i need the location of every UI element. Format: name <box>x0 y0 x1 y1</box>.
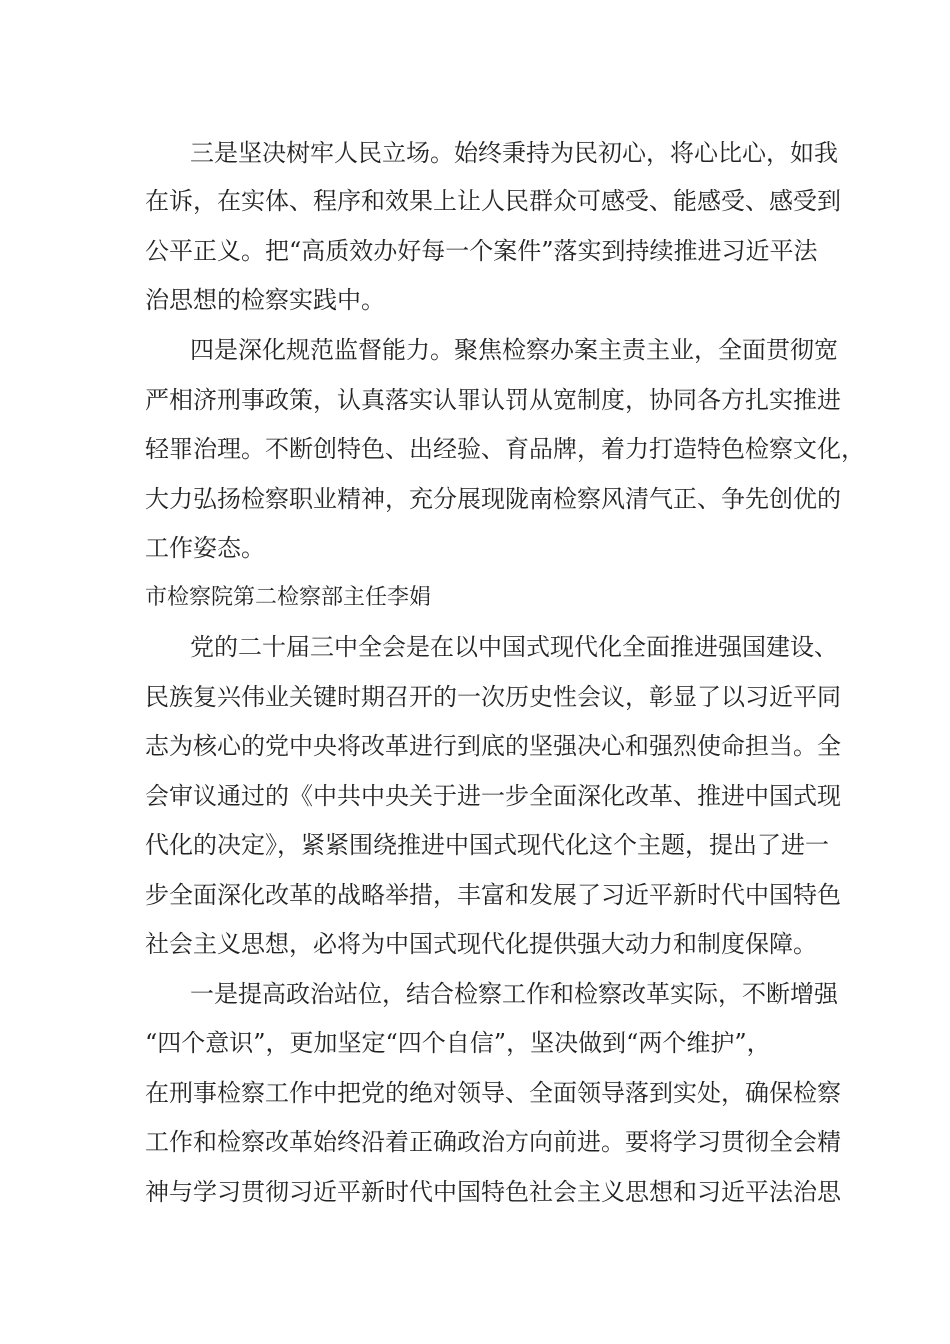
text-line: 工作和检察改革始终沿着正确政治方向前进。要将学习贯彻全会精 <box>145 1128 841 1156</box>
text-line: 三是坚决树牢人民立场。始终秉持为民初心，将心比心，如我 <box>190 139 838 167</box>
text-line: 步全面深化改革的战略举措，丰富和发展了习近平新时代中国特色 <box>145 881 841 909</box>
text-line: 社会主义思想，必将为中国式现代化提供强大动力和制度保障。 <box>145 930 817 958</box>
text-line: 会审议通过的《中共中央关于进一步全面深化改革、推进中国式现 <box>145 782 841 810</box>
text-line: 轻罪治理。不断创特色、出经验、育品牌，着力打造特色检察文化， <box>145 435 865 463</box>
text-line: “四个意识”，更加坚定“四个自信”，坚决做到“两个维护”， <box>145 1029 771 1057</box>
text-line: 在诉，在实体、程序和效果上让人民群众可感受、能感受、感受到 <box>145 187 841 215</box>
text-line: 志为核心的党中央将改革进行到底的坚强决心和强烈使命担当。全 <box>145 732 841 760</box>
text-line: 在刑事检察工作中把党的绝对领导、全面领导落到实处，确保检察 <box>145 1079 841 1107</box>
section-heading: 市检察院第二检察部主任李娟 <box>145 585 432 610</box>
text-line: 代化的决定》，紧紧围绕推进中国式现代化这个主题，提出了进一 <box>145 831 829 859</box>
text-line: 公平正义。把“高质效办好每一个案件”落实到持续推进习近平法 <box>145 237 818 265</box>
text-line: 大力弘扬检察职业精神，充分展现陇南检察风清气正、争先创优的 <box>145 485 841 513</box>
text-line: 工作姿态。 <box>145 534 265 562</box>
text-line: 严相济刑事政策，认真落实认罪认罚从宽制度，协同各方扎实推进 <box>145 386 841 414</box>
text-line: 四是深化规范监督能力。聚焦检察办案主责主业，全面贯彻宽 <box>190 336 838 364</box>
text-line: 神与学习贯彻习近平新时代中国特色社会主义思想和习近平法治思 <box>145 1178 841 1206</box>
text-line: 民族复兴伟业关键时期召开的一次历史性会议，彰显了以习近平同 <box>145 683 841 711</box>
text-line: 一是提高政治站位，结合检察工作和检察改革实际，不断增强 <box>190 980 838 1008</box>
text-line: 治思想的检察实践中。 <box>145 286 385 314</box>
text-line: 党的二十届三中全会是在以中国式现代化全面推进强国建设、 <box>190 633 838 661</box>
